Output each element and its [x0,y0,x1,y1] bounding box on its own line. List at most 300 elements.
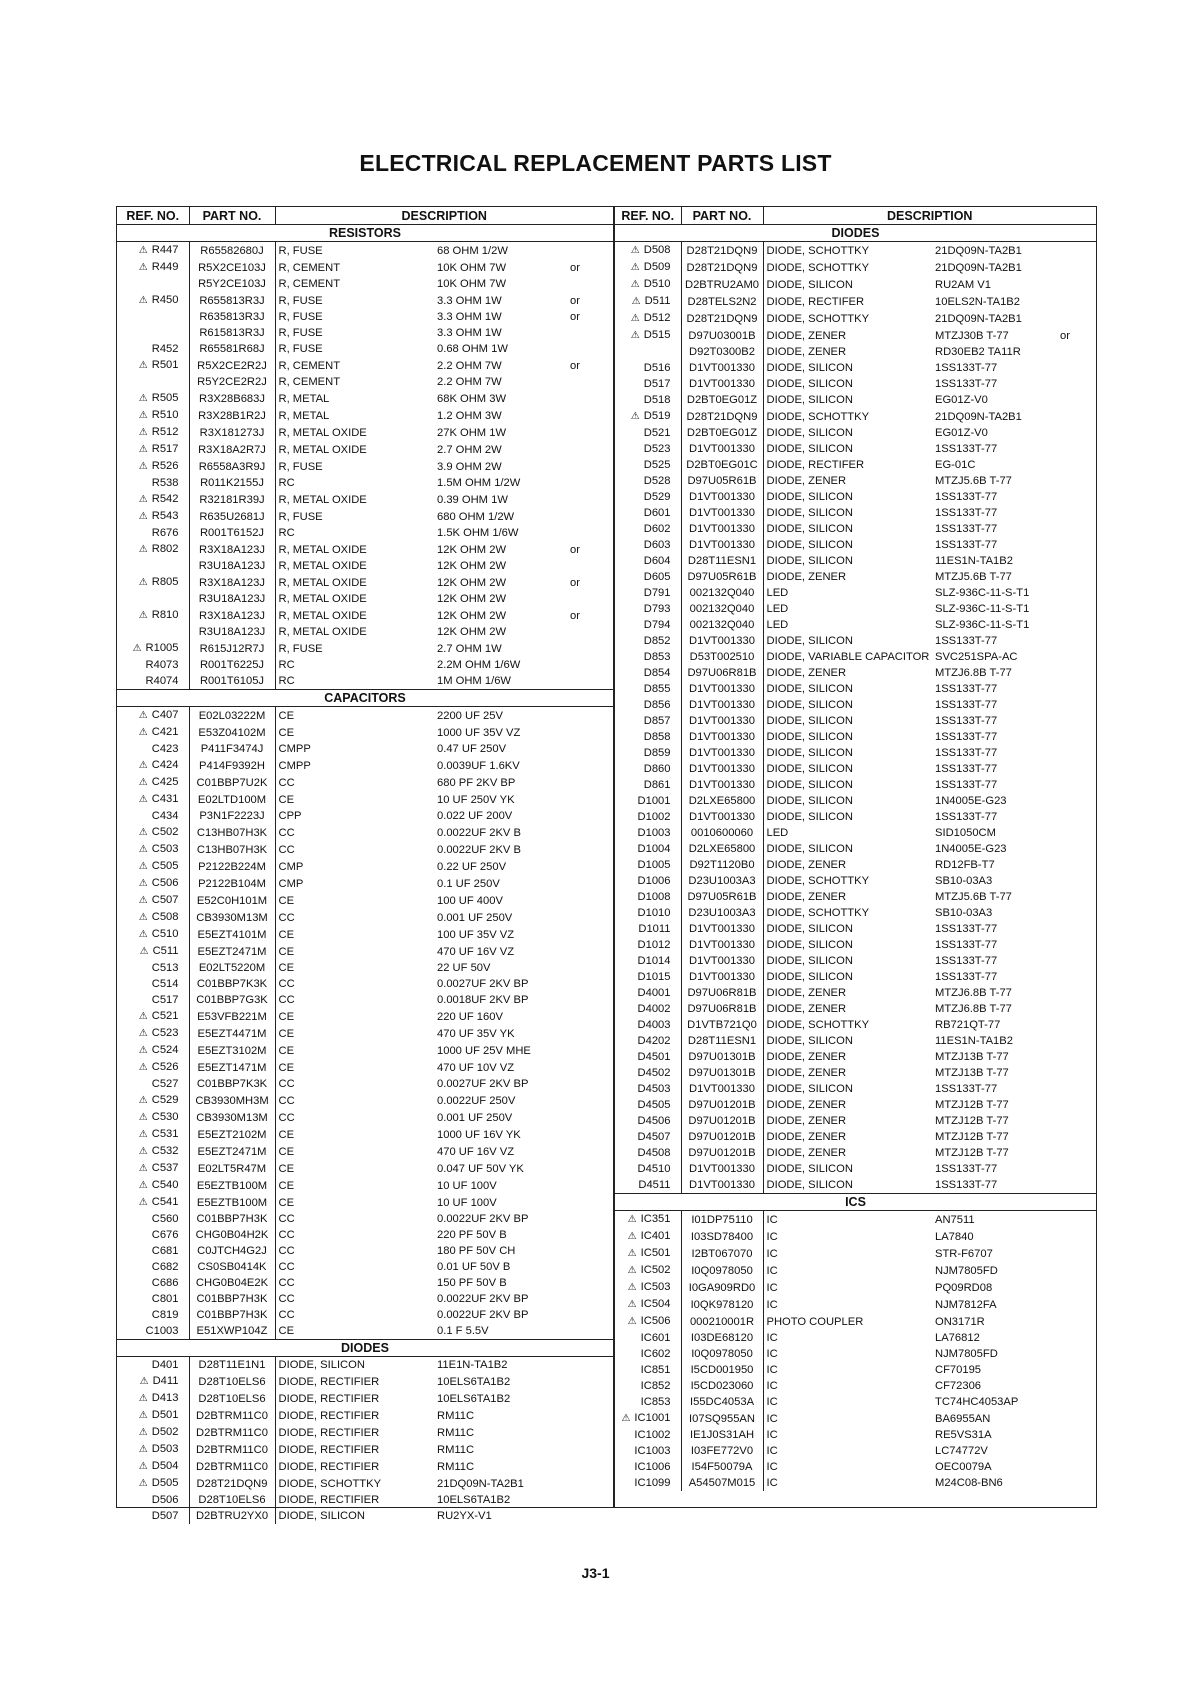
table-row [615,681,1096,697]
spec-cell: MTZJ13B T-77 [935,1067,1009,1079]
safety-warning-icon: ⚠ [139,1376,149,1387]
spacer-cell [1077,242,1096,260]
alternate-or-cell [563,741,587,757]
description-cell: CC [275,1076,435,1092]
ref-no-cell [117,1492,189,1508]
ref-no-text: C524 [151,1044,179,1056]
description-cell: DIODE, SILICON [763,969,933,985]
alternate-or-cell [1053,1378,1077,1394]
table-row [117,1323,613,1340]
ref-no-cell [117,1475,189,1492]
description-cell: DIODE, SCHOTTKY [763,873,933,889]
ref-no-text: D4505 [637,1099,671,1111]
ref-no-text: IC351 [640,1213,671,1225]
spacer-cell [587,1259,613,1275]
description-cell: CE [275,1059,435,1076]
ref-no-cell [117,624,189,640]
spacer-cell [587,960,613,976]
part-no-cell: E02L03222M [189,707,275,725]
description-cell: DIODE, SILICON [763,793,933,809]
alternate-or-cell [563,491,587,508]
table-row [117,424,613,441]
ref-no-cell [615,1313,681,1330]
spacer-cell [1077,697,1096,713]
spacer-cell [587,458,613,475]
ref-no-cell [117,1508,189,1524]
part-no-cell: E53VFB221M [189,1008,275,1025]
part-no-cell: D1VT001330 [681,537,763,553]
part-no-cell: I03SD78400 [681,1228,763,1245]
part-no-cell: D1VTB721Q0 [681,1017,763,1033]
table-row [615,1145,1096,1161]
spacer-cell [1077,777,1096,793]
spec-cell: RM11C [437,1426,475,1439]
alternate-or-cell [1053,1001,1077,1017]
ref-no-text: D1003 [637,827,671,839]
ref-no-cell [615,408,681,425]
ref-no-text: C529 [151,1094,179,1106]
alternate-or-cell [563,909,587,926]
table-row [117,1475,613,1492]
ref-no-text: R802 [151,543,179,555]
description-cell: R, METAL OXIDE [275,541,435,558]
description-cell: CC [275,992,435,1008]
spec-cell: 3.3 OHM 1W [437,311,502,323]
part-no-cell: E5EZTB100M [189,1194,275,1211]
spacer-cell [1077,1459,1096,1475]
spacer-cell [587,390,613,407]
spec-cell: 21DQ09N-TA2B1 [935,312,1022,325]
spec-cell: 2.2 OHM 7W [437,359,502,372]
spacer-cell [1077,793,1096,809]
safety-warning-icon: ⚠ [138,1028,148,1039]
ref-no-text: D504 [151,1460,179,1472]
spacer-cell [587,1160,613,1177]
ref-no-cell [615,457,681,473]
safety-warning-icon: ⚠ [138,1129,148,1140]
ref-no-cell [615,1211,681,1229]
alternate-or-cell [1053,1033,1077,1049]
ref-no-header: REF. NO. [615,207,681,225]
description-cell: IC [763,1394,933,1410]
ref-no-cell [117,992,189,1008]
ref-no-cell [117,1259,189,1275]
alternate-or-cell [563,774,587,791]
ref-no-cell [117,1357,189,1374]
ref-no-cell [117,458,189,475]
ref-no-cell [615,276,681,293]
ref-no-text: IC852 [640,1380,671,1392]
spec-cell: 0.68 OHM 1W [437,343,508,355]
part-no-cell: D1VT001330 [681,376,763,392]
ref-no-cell [117,390,189,407]
ref-no-cell [117,1126,189,1143]
description-cell: CC [275,774,435,791]
part-no-cell: R5X2CE2R2J [189,357,275,374]
safety-warning-icon: ⚠ [138,1011,148,1022]
ref-no-cell [117,1424,189,1441]
alternate-or-cell [1053,457,1077,473]
alternate-or-cell [563,1323,587,1340]
table-row [117,1025,613,1042]
table-row [117,475,613,491]
spec-cell: SVC251SPA-AC [935,651,1018,663]
alternate-or-cell [1053,601,1077,617]
ref-no-text: D603 [643,539,671,551]
alternate-or-cell [1053,1097,1077,1113]
safety-warning-icon: ⚠ [138,494,148,505]
table-row [117,1227,613,1243]
part-no-cell: D1VT001330 [681,729,763,745]
spec-cell: 10ELS6TA1B2 [437,1494,511,1506]
table-row [615,841,1096,857]
spec-cell: 21DQ09N-TA2B1 [935,261,1022,274]
ref-no-cell [615,425,681,441]
spec-cell: LC74772V [935,1445,988,1457]
ref-no-cell [117,1243,189,1259]
spec-cell: 10 UF 250V YK [437,793,515,806]
spacer-cell [1077,1113,1096,1129]
safety-warning-icon: ⚠ [138,1045,148,1056]
spacer-cell [587,558,613,574]
ref-no-cell [117,424,189,441]
alternate-or-cell [1053,1475,1077,1491]
description-cell: CE [275,1323,435,1340]
part-no-cell: D1VT001330 [681,521,763,537]
table-row [615,1113,1096,1129]
spacer-cell [587,407,613,424]
part-no-cell: D1VT001330 [681,921,763,937]
spec-cell: SLZ-936C-11-S-T1 [935,587,1030,599]
ref-no-cell [615,841,681,857]
part-no-cell: CB3930MH3M [189,1092,275,1109]
alternate-or-cell [563,407,587,424]
description-cell: DIODE, SILICON [763,809,933,825]
spec-cell: 10ELS6TA1B2 [437,1392,511,1405]
table-row [615,1443,1096,1459]
spacer-cell [1077,905,1096,921]
part-no-cell: I03FE772V0 [681,1443,763,1459]
description-cell: LED [763,617,933,633]
ref-no-text: D1001 [637,795,671,807]
ref-no-cell [117,1323,189,1340]
right-parts-table-panel [614,206,1097,1508]
safety-warning-icon: ⚠ [138,427,148,438]
table-row [615,1097,1096,1113]
ref-no-cell [117,374,189,390]
part-no-cell: 000210001R [681,1313,763,1330]
ref-no-text: D4001 [637,987,671,999]
safety-warning-icon: ⚠ [138,410,148,421]
alternate-or-cell: or [570,261,580,274]
ref-no-header: REF. NO. [117,207,189,225]
ref-no-cell [615,729,681,745]
description-cell: DIODE, SILICON [763,1081,933,1097]
ref-no-cell [615,1459,681,1475]
part-no-cell: D1VT001330 [681,937,763,953]
spacer-cell [1077,809,1096,825]
spec-cell: MTZJ12B T-77 [935,1147,1009,1159]
spec-cell: RE5VS31A [935,1429,992,1441]
ref-no-cell [117,1227,189,1243]
alternate-or-cell [563,841,587,858]
alternate-or-cell [1053,777,1077,793]
safety-warning-icon: ⚠ [138,262,148,273]
table-row [615,1346,1096,1362]
spacer-cell [587,309,613,325]
part-no-header: PART NO. [681,207,763,225]
safety-warning-icon: ⚠ [138,1163,148,1174]
ref-no-cell [615,1145,681,1161]
spacer-cell [1077,376,1096,392]
alternate-or-cell [563,242,587,260]
table-row [117,1390,613,1407]
description-cell: IC [763,1346,933,1362]
ref-no-cell [615,327,681,344]
spec-cell: 1SS133T-77 [935,491,998,503]
spacer-cell [1077,729,1096,745]
table-row [615,1228,1096,1245]
ref-no-cell [615,969,681,985]
description-cell: DIODE, ZENER [763,889,933,905]
ref-no-text: IC1003 [634,1445,671,1457]
table-row [117,774,613,791]
safety-warning-icon: ⚠ [630,411,640,422]
table-row [117,640,613,657]
description-header: DESCRIPTION [275,207,613,225]
ref-no-cell [615,1378,681,1394]
spacer-cell [587,892,613,909]
spacer-cell [587,640,613,657]
spec-cell: 150 PF 50V B [437,1277,507,1289]
table-row [615,521,1096,537]
part-no-cell: D97U06R81B [681,1001,763,1017]
alternate-or-cell [563,892,587,909]
table-row [615,425,1096,441]
description-cell: DIODE, SCHOTTKY [763,310,933,327]
page-title: ELECTRICAL REPLACEMENT PARTS LIST [359,150,832,176]
part-no-cell: D2LXE65800 [681,793,763,809]
spec-cell: 11ES1N-TA1B2 [935,555,1013,567]
spec-cell: 0.0022UF 2KV BP [437,1213,529,1225]
ref-no-cell [117,525,189,541]
table-row [615,569,1096,585]
alternate-or-cell [1053,1177,1077,1194]
spec-cell: 1.2 OHM 3W [437,409,502,422]
ref-no-cell [117,1307,189,1323]
ref-no-cell [615,1065,681,1081]
section-title: ICS [615,1194,1096,1211]
spacer-cell [587,757,613,774]
table-row [117,374,613,390]
alternate-or-cell [563,1126,587,1143]
alternate-or-cell [563,1243,587,1259]
alternate-or-cell [563,1177,587,1194]
part-no-cell: 002132Q040 [681,617,763,633]
alternate-or-cell [563,640,587,657]
ref-no-cell [615,310,681,327]
table-row [117,841,613,858]
ref-no-text: D4507 [637,1131,671,1143]
ref-no-cell [117,1373,189,1390]
description-cell: CE [275,892,435,909]
table-row [615,1033,1096,1049]
ref-no-text: D4003 [637,1019,671,1031]
part-no-cell: R655813R3J [189,292,275,309]
ref-no-text: IC1002 [634,1429,671,1441]
ref-no-cell [615,392,681,408]
alternate-or-cell [563,1492,587,1508]
ref-no-text: IC851 [640,1364,671,1376]
part-no-cell: E02LT5220M [189,960,275,976]
ref-no-text: D4510 [637,1163,671,1175]
ref-no-cell [117,292,189,309]
alternate-or-cell [563,1008,587,1025]
right-parts-table [615,207,1096,1491]
table-row [117,1407,613,1424]
part-no-cell: D2LXE65800 [681,841,763,857]
alternate-or-cell [563,657,587,673]
alternate-or-cell: or [570,609,580,622]
alternate-or-cell [1053,392,1077,408]
alternate-or-cell [1053,1228,1077,1245]
part-no-cell: D28T10ELS6 [189,1390,275,1407]
section-header-row [117,1340,613,1357]
spacer-cell [1077,1378,1096,1394]
ref-no-cell [615,889,681,905]
spec-cell: EG-01C [935,459,976,471]
description-cell: CE [275,707,435,725]
table-row [615,553,1096,569]
spacer-cell [1077,441,1096,457]
description-cell: IC [763,1279,933,1296]
ref-no-cell [615,1346,681,1362]
ref-no-cell [117,1211,189,1227]
alternate-or-cell [563,1407,587,1424]
table-row [615,392,1096,408]
table-row [117,1194,613,1211]
ref-no-text: D501 [151,1409,179,1421]
ref-no-cell [615,633,681,649]
safety-warning-icon: ⚠ [138,1062,148,1073]
spacer-cell [1077,745,1096,761]
safety-warning-icon: ⚠ [138,360,148,371]
table-row [615,1459,1096,1475]
alternate-or-cell [1053,1017,1077,1033]
alternate-or-cell [563,1458,587,1475]
spec-cell: 1N4005E-G23 [935,795,1007,807]
spec-cell: 470 UF 16V VZ [437,1145,515,1158]
spacer-cell [587,1323,613,1340]
spec-cell: 470 UF 16V VZ [437,945,515,958]
alternate-or-cell [1053,1211,1077,1229]
part-no-cell: I5CD023060 [681,1378,763,1394]
spec-cell: MTZJ5.6B T-77 [935,891,1012,903]
part-no-cell: D1VT001330 [681,505,763,521]
spacer-cell [1077,1330,1096,1346]
part-no-cell: D1VT001330 [681,681,763,697]
ref-no-text: R676 [151,527,179,539]
ref-no-text: D791 [643,587,671,599]
spec-cell: LA76812 [935,1332,980,1344]
description-cell: CMP [275,858,435,875]
spec-cell: 1SS133T-77 [935,635,998,647]
part-no-cell: E02LTD100M [189,791,275,808]
alternate-or-cell [563,458,587,475]
table-row [615,1427,1096,1443]
spacer-cell [587,791,613,808]
spec-cell: 1N4005E-G23 [935,843,1007,855]
description-cell: DIODE, SILICON [275,1357,435,1374]
ref-no-text: D861 [643,779,671,791]
spacer-cell [587,1424,613,1441]
alternate-or-cell [563,757,587,774]
ref-no-text: C503 [151,843,179,855]
spacer-cell [587,525,613,541]
safety-warning-icon: ⚠ [138,1427,148,1438]
table-row [117,1126,613,1143]
ref-no-text: D1002 [637,811,671,823]
description-cell: IC [763,1211,933,1229]
table-row [117,1441,613,1458]
spec-cell: 0.47 UF 250V [437,743,507,755]
part-no-cell: D1VT001330 [681,777,763,793]
description-cell: CE [275,926,435,943]
part-no-cell: R011K2155J [189,475,275,491]
spacer-cell [587,541,613,558]
ref-no-cell [117,607,189,624]
part-no-cell: E5EZT2471M [189,1143,275,1160]
ref-no-cell [615,1262,681,1279]
spacer-cell [1077,1049,1096,1065]
description-cell: CC [275,1307,435,1323]
spec-cell: 1SS133T-77 [935,763,998,775]
spacer-cell [587,1307,613,1323]
ref-no-text: D859 [643,747,671,759]
table-row [615,259,1096,276]
table-row [117,325,613,341]
ref-no-cell [117,1076,189,1092]
description-cell: DIODE, SILICON [763,713,933,729]
alternate-or-cell [563,1042,587,1059]
ref-no-text: D1010 [637,907,671,919]
part-no-cell: I01DP75110 [681,1211,763,1229]
alternate-or-cell [563,475,587,491]
spacer-cell [587,774,613,791]
part-no-cell: E5EZT3102M [189,1042,275,1059]
alternate-or-cell [563,276,587,292]
safety-warning-icon: ⚠ [138,511,148,522]
ref-no-cell [117,341,189,357]
spacer-cell [1077,1129,1096,1145]
part-no-cell: D28T11ESN1 [681,553,763,569]
part-no-cell: C13HB07H3K [189,841,275,858]
part-no-cell: C01BBP7G3K [189,992,275,1008]
alternate-or-cell [563,325,587,341]
spec-cell: MTZJ12B T-77 [935,1099,1009,1111]
ref-no-text: D4502 [637,1067,671,1079]
alternate-or-cell [1053,713,1077,729]
part-no-cell: R001T6225J [189,657,275,673]
spacer-cell [587,276,613,292]
ref-no-text: D506 [151,1494,179,1506]
table-row [615,1245,1096,1262]
alternate-or-cell [563,1025,587,1042]
spec-cell: 0.001 UF 250V [437,911,513,924]
ref-no-cell [117,858,189,875]
spacer-cell [587,624,613,640]
table-row [117,309,613,325]
